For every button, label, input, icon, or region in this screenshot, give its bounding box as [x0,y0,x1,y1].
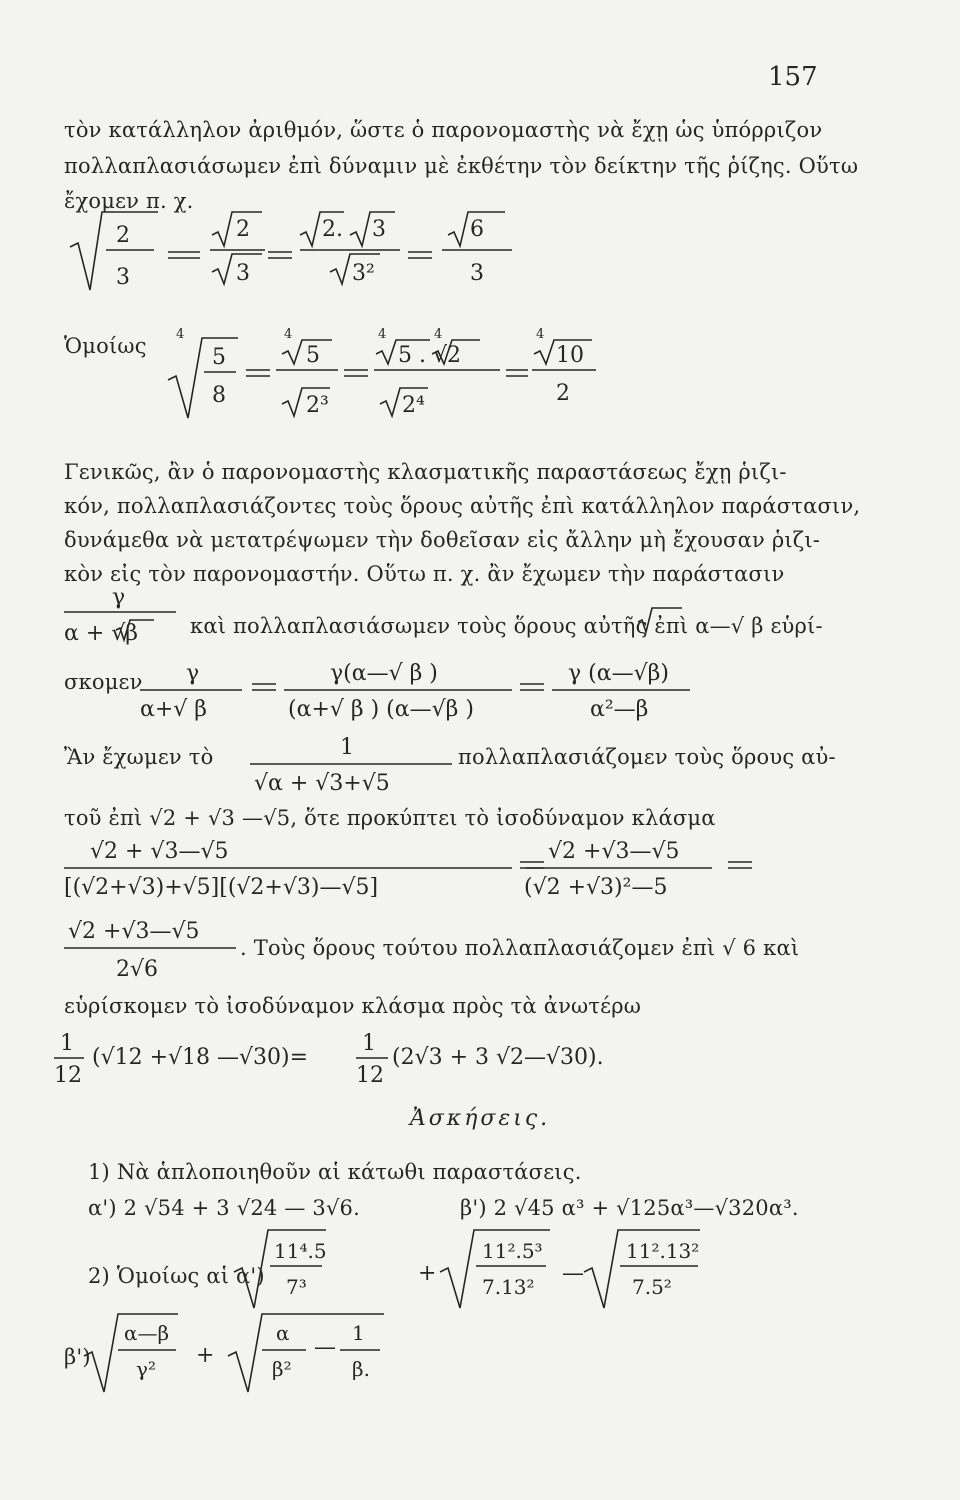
text-line: τοῦ ἐπὶ √2 + √3 —√5, ὅτε προκύπτει τὸ ἰσοδύναμον κλάσμα [64,806,716,830]
text-line: πολλαπλασιάζομεν τοὺς ὅρους αὐ- [458,745,836,769]
minus-sign: — [314,1335,336,1360]
num: β. [352,1357,370,1381]
text-line: εὑρίσκομεν τὸ ἰσοδύναμον κλάσμα πρὸς τὰ ἀνωτέρω [64,994,642,1018]
num: 7³ [286,1275,307,1299]
exercise-line: α') 2 √54 + 3 √24 — 3√6. [88,1196,360,1220]
num: 3 [470,261,484,286]
num: γ(α—√ β ) [330,661,438,686]
exercise-line: β') [64,1345,91,1369]
num: 5 [212,345,226,370]
num: 1 [340,735,354,760]
text-line: σκομεν [64,670,143,694]
num: 3 [116,265,130,290]
num: α [276,1321,290,1345]
root-index: 4 [176,327,185,342]
num: 2 [236,217,250,242]
num: 3 [236,261,250,286]
num: γ [186,661,200,686]
num: 8 [212,383,226,408]
num: 12 [54,1063,82,1088]
root-index: 4 [434,327,443,342]
num: 2³ [306,393,329,418]
num: 5 . √2 [398,343,461,368]
num: α—β [124,1321,170,1345]
exercise-line: β') 2 √45 α³ + √125α³—√320α³. [460,1196,799,1220]
num: α + √β [64,621,139,646]
num: α²—β [590,697,649,722]
text-line: καὶ πολλαπλασιάσωμεν τοὺς ὅρους αὐτῆς ἐπὶ α—√ β εὑρί- [190,614,823,638]
text-line: Ἂν ἔχωμεν τὸ [64,745,214,769]
num: √α + √3+√5 [254,771,390,796]
num: 7.13² [482,1275,535,1299]
num: 11².13² [626,1239,700,1263]
num: α+√ β [140,697,208,722]
num: γ² [136,1357,156,1381]
num: (2√3 + 3 √2—√30). [392,1045,604,1070]
num: [(√2+√3)+√5][(√2+√3)—√5] [64,875,379,900]
text-line: . Τοὺς ὅρους τούτου πολλαπλασιάζομεν ἐπὶ √ 6 καὶ [240,936,800,960]
num: √2 +√3—√5 [68,919,200,944]
text-line: τὸν κατάλληλον ἀριθμόν, ὥστε ὁ παρονομαστὴς νὰ ἔχῃ ὡς ὑπόρριζον [64,118,823,142]
num: 5 [306,343,320,368]
root-index: 4 [536,327,545,342]
num: 2 [556,381,570,406]
exercise-line: 2) Ὁμοίως αἱ α') [88,1264,265,1288]
text-line: ἔχομεν π. χ. [64,189,194,213]
page-number: 157 [768,62,818,92]
num: √2 +√3—√5 [548,839,680,864]
num: 3 [372,217,386,242]
num: √2 + √3—√5 [90,839,229,864]
num: 1 [362,1031,376,1056]
num: 1 [352,1321,365,1345]
text-line: δυνάμεθα νὰ μετατρέψωμεν τὴν δοθεῖσαν εἰς ἄλλην μὴ ἔχουσαν ῥιζι- [64,528,821,552]
text-line: κόν, πολλαπλασιάζοντες τοὺς ὅρους αὐτῆς ἐπὶ κατάλληλον παράστασιν, [64,494,861,518]
num: β² [272,1357,292,1381]
num: 3² [352,261,375,286]
num: 7.5² [632,1275,672,1299]
text-line: πολλαπλασιάσωμεν ἐπὶ δύναμιν μὲ ἐκθέτην τὸν δείκτην τῆς ῥίζης. Οὕτω [64,154,859,178]
num: (α+√ β ) (α—√β ) [288,697,474,722]
text-line: Ὁμοίως [64,334,147,358]
exercise-line: 1) Νὰ ἁπλοποιηθοῦν αἱ κάτωθι παραστάσεις. [88,1160,582,1184]
num: 2√6 [116,957,159,982]
num: 10 [556,343,584,368]
num: 12 [356,1063,384,1088]
num: (√12 +√18 —√30)= [92,1045,309,1070]
num: 2. [322,217,343,242]
num: 1 [60,1031,74,1056]
plus-sign: + [418,1261,437,1286]
num: γ (α—√β) [568,661,669,686]
root-index: 4 [284,327,293,342]
num: 11².5³ [482,1239,543,1263]
num: 2 [116,223,130,248]
plus-sign: + [196,1343,215,1368]
text-line: Γενικῶς, ἂν ὁ παρονομαστὴς κλασματικῆς παραστάσεως ἔχῃ ῥιζι- [64,460,787,484]
minus-sign: — [562,1261,584,1286]
text-line: κὸν εἰς τὸν παρονομαστήν. Οὕτω π. χ. ἂν ἔχωμεν τὴν παράστασιν [64,562,785,586]
num: (√2 +√3)²—5 [524,875,668,900]
num: 2⁴ [402,393,425,418]
num: γ [112,585,126,610]
num: 11⁴.5 [274,1239,327,1263]
num: 6 [470,217,484,242]
root-index: 4 [378,327,387,342]
section-heading: Ἀσκήσεις. [409,1106,551,1131]
